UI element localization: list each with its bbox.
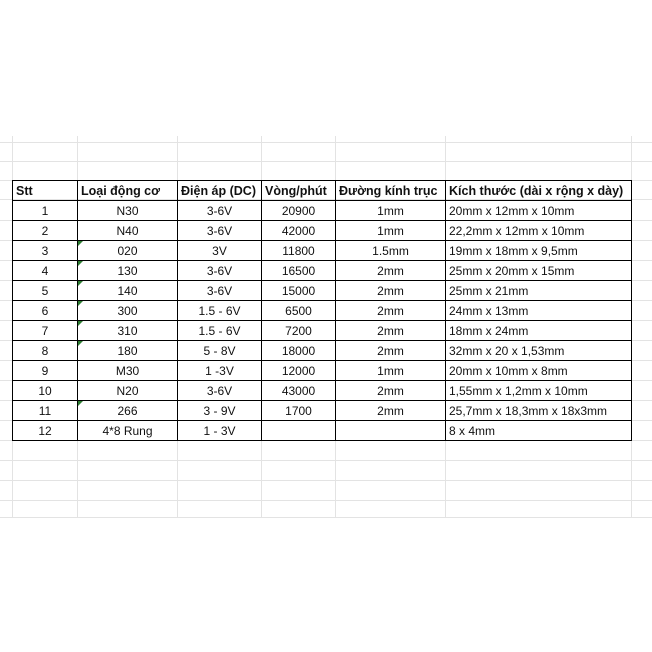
cell-shaft-diameter[interactable]: 2mm [336,301,446,321]
table-row [13,301,632,321]
cell-voltage[interactable]: 3V [178,241,262,261]
cell-dimensions[interactable]: 32mm x 20 x 1,53mm [446,341,632,361]
cell-dimensions[interactable]: 24mm x 13mm [446,301,632,321]
cell-motor-type[interactable]: 266 [78,401,178,421]
cell-comment-flag-icon [78,321,83,326]
table-row [13,361,632,381]
cell-dimensions[interactable]: 20mm x 12mm x 10mm [446,201,632,221]
table-row [13,261,632,281]
cell-stt[interactable]: 10 [13,381,78,401]
cell-rpm[interactable]: 7200 [262,321,336,341]
cell-dimensions[interactable]: 8 x 4mm [446,421,632,441]
cell-rpm[interactable]: 6500 [262,301,336,321]
cell-dimensions[interactable]: 25mm x 21mm [446,281,632,301]
gridline-horizontal [0,517,652,518]
cell-comment-flag-icon [78,281,83,286]
cell-stt[interactable]: 5 [13,281,78,301]
cell-voltage[interactable]: 1.5 - 6V [178,321,262,341]
cell-dimensions[interactable]: 18mm x 24mm [446,321,632,341]
table-row [13,401,632,421]
cell-stt[interactable]: 9 [13,361,78,381]
cell-rpm[interactable]: 42000 [262,221,336,241]
cell-rpm[interactable]: 15000 [262,281,336,301]
cell-voltage[interactable]: 1 - 3V [178,421,262,441]
table-row [13,341,632,361]
cell-dimensions[interactable]: 20mm x 10mm x 8mm [446,361,632,381]
cell-dimensions[interactable]: 22,2mm x 12mm x 10mm [446,221,632,241]
header-voltage[interactable]: Điện áp (DC) [178,181,262,201]
cell-rpm[interactable]: 11800 [262,241,336,261]
header-rpm[interactable]: Vòng/phút [262,181,336,201]
header-shaft-diameter[interactable]: Đường kính trục [336,181,446,201]
cell-voltage[interactable]: 3-6V [178,381,262,401]
cell-rpm[interactable]: 12000 [262,361,336,381]
gridline-horizontal [0,500,652,501]
table-row [13,321,632,341]
table-row [13,241,632,261]
cell-stt[interactable]: 1 [13,201,78,221]
cell-comment-flag-icon [78,261,83,266]
cell-shaft-diameter[interactable]: 2mm [336,281,446,301]
cell-voltage[interactable]: 3-6V [178,281,262,301]
cell-stt[interactable]: 8 [13,341,78,361]
cell-voltage[interactable]: 3-6V [178,201,262,221]
cell-motor-type[interactable]: N40 [78,221,178,241]
cell-voltage[interactable]: 5 - 8V [178,341,262,361]
cell-stt[interactable]: 4 [13,261,78,281]
cell-rpm[interactable]: 16500 [262,261,336,281]
cell-stt[interactable]: 7 [13,321,78,341]
cell-motor-type[interactable]: N20 [78,381,178,401]
cell-comment-flag-icon [78,341,83,346]
cell-voltage[interactable]: 3-6V [178,261,262,281]
gridline-horizontal [0,161,652,162]
cell-motor-type[interactable]: N30 [78,201,178,221]
cell-voltage[interactable]: 1.5 - 6V [178,301,262,321]
cell-shaft-diameter[interactable]: 1mm [336,221,446,241]
table-row [13,381,632,401]
cell-motor-type[interactable]: 300 [78,301,178,321]
cell-dimensions[interactable]: 25mm x 20mm x 15mm [446,261,632,281]
cell-rpm[interactable]: 43000 [262,381,336,401]
cell-shaft-diameter[interactable]: 2mm [336,341,446,361]
cell-voltage[interactable]: 3-6V [178,221,262,241]
cell-stt[interactable]: 12 [13,421,78,441]
cell-shaft-diameter[interactable]: 1.5mm [336,241,446,261]
cell-voltage[interactable]: 3 - 9V [178,401,262,421]
cell-rpm[interactable]: 20900 [262,201,336,221]
cell-motor-type[interactable]: 4*8 Rung [78,421,178,441]
cell-shaft-diameter[interactable]: 1mm [336,361,446,381]
header-row [13,181,632,201]
cell-rpm[interactable] [262,421,336,441]
table-row [13,201,632,221]
header-stt[interactable]: Stt [13,181,78,201]
cell-shaft-diameter[interactable] [336,421,446,441]
cell-motor-type[interactable]: 130 [78,261,178,281]
cell-comment-flag-icon [78,401,83,406]
cell-stt[interactable]: 11 [13,401,78,421]
cell-comment-flag-icon [78,301,83,306]
gridline-horizontal [0,142,652,143]
cell-stt[interactable]: 2 [13,221,78,241]
table-row [13,421,632,441]
cell-rpm[interactable]: 1700 [262,401,336,421]
cell-motor-type[interactable]: 140 [78,281,178,301]
cell-rpm[interactable]: 18000 [262,341,336,361]
header-motor-type[interactable]: Loại động cơ [78,181,178,201]
motor-spec-table [12,180,632,441]
cell-dimensions[interactable]: 25,7mm x 18,3mm x 18x3mm [446,401,632,421]
gridline-horizontal [0,480,652,481]
cell-voltage[interactable]: 1 -3V [178,361,262,381]
cell-stt[interactable]: 3 [13,241,78,261]
cell-stt[interactable]: 6 [13,301,78,321]
cell-shaft-diameter[interactable]: 2mm [336,261,446,281]
cell-shaft-diameter[interactable]: 2mm [336,321,446,341]
cell-shaft-diameter[interactable]: 2mm [336,381,446,401]
cell-shaft-diameter[interactable]: 1mm [336,201,446,221]
cell-shaft-diameter[interactable]: 2mm [336,401,446,421]
header-dimensions[interactable]: Kích thước (dài x rộng x dày) [446,181,632,201]
cell-comment-flag-icon [78,241,83,246]
cell-motor-type[interactable]: M30 [78,361,178,381]
cell-motor-type[interactable]: 310 [78,321,178,341]
cell-dimensions[interactable]: 1,55mm x 1,2mm x 10mm [446,381,632,401]
table-row [13,221,632,241]
cell-motor-type[interactable]: 020 [78,241,178,261]
cell-motor-type[interactable]: 180 [78,341,178,361]
gridline-horizontal [0,460,652,461]
table-row [13,281,632,301]
cell-dimensions[interactable]: 19mm x 18mm x 9,5mm [446,241,632,261]
